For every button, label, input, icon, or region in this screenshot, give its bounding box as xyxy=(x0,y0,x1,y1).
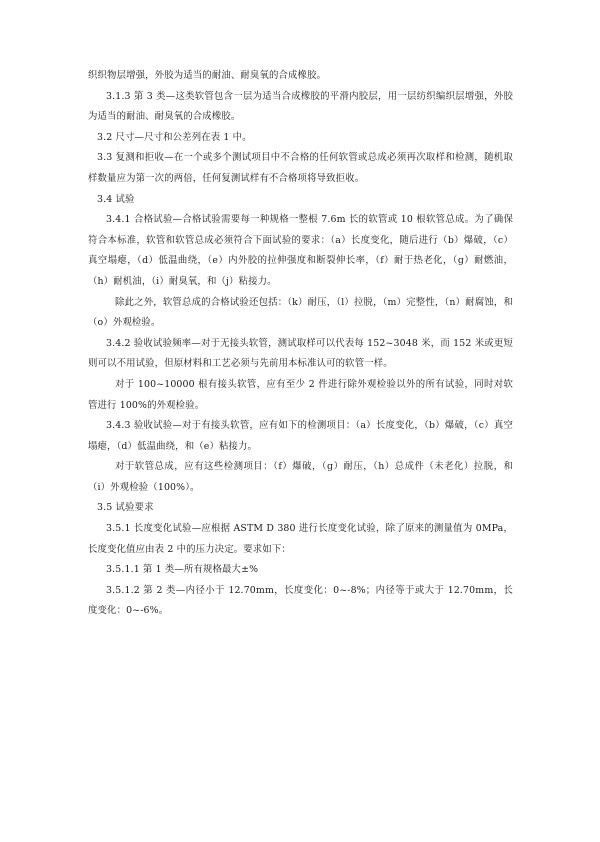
paragraph-3-4-2: 3.4.2 验收试验频率—对于无接头软管，测试取样可以代表每 152~3048 米，而 152 米或更短则可以不用试验，但原材料和工艺必须与先前用本标准认可的软管一样。 xyxy=(88,337,513,370)
paragraph-3-5-1-1: 3.5.1.1 第 1 类—所有规格最大±% xyxy=(106,564,259,576)
heading-3-5: 3.5 试验要求 xyxy=(97,502,154,514)
paragraph-3-4-1: 3.4.1 合格试验—合格试验需要每一种规格一整根 7.6m 长的软管或 10 根软管总成。为了确保符合本标准，软管和软管总成必须符合下面试验的要求：（a）长度变化，随后进行（b）爆破，（c）真空塌瘪，（d）低温曲绕，（e）内外胶的拉伸强度和断裂伸长率，（f）耐于热老化，（g）耐燃油，（h）耐机油，（i）耐臭氧，和（j）粘接力。 xyxy=(88,214,513,287)
paragraph-3-1-3: 3.1.3 第 3 类—这类软管包含一层为适当合成橡胶的平滑内胶层，用一层纺织编织层增强，外胶为适当的耐油、耐臭氧的合成橡胶。 xyxy=(88,90,513,123)
paragraph-3-5-1-2: 3.5.1.2 第 2 类—内径小于 12.70mm，长度变化：0~-8%；内径等于或大于 12.70mm，长度变化：0~-6%。 xyxy=(88,584,513,617)
paragraph-3-4-2-extra: 对于 100~10000 根有接头软管，应有至少 2 件进行除外观检验以外的所有试验，同时对软管进行 100%的外观检验。 xyxy=(88,378,513,411)
document-page xyxy=(88,66,513,622)
paragraph-3-4-3: 3.4.3 验收试验—对于有接头软管，应有如下的检测项目：（a）长度变化，（b）爆破，（c）真空塌瘪，（d）低温曲绕，和（e）粘接力。 xyxy=(88,420,513,452)
paragraph-3-4-3-extra: 对于软管总成，应有这些检测项目：（f）爆破，（g）耐压，（h）总成件（未老化）拉脱，和（i）外观检验（100%）。 xyxy=(88,461,513,493)
paragraph-3-5-1: 3.5.1 长度变化试验—应根据 ASTM D 380 进行长度变化试验，除了原来的测量值为 0MPa，长度变化值应由表 2 中的压力决定。要求如下： xyxy=(88,523,513,555)
heading-3-4: 3.4 试验 xyxy=(97,193,135,205)
paragraph-continuation: 织织物层增强，外胶为适当的耐油、耐臭氧的合成橡胶。 xyxy=(88,70,327,81)
paragraph-3-2: 3.2 尺寸—尺寸和公差列在表 1 中。 xyxy=(97,131,252,143)
paragraph-3-3: 3.3 复测和拒收—在一个或多个测试项目中不合格的任何软管或总成必须再次取样和检测，随机取样数量应为第一次的两倍，任何复测试样有不合格项将导致拒收。 xyxy=(88,152,513,184)
paragraph-3-4-1-extra: 除此之外，软管总成的合格试验还包括：（k）耐压，（l）拉脱，（m）完整性，（n）耐腐蚀，和（o）外观检验。 xyxy=(88,296,513,329)
